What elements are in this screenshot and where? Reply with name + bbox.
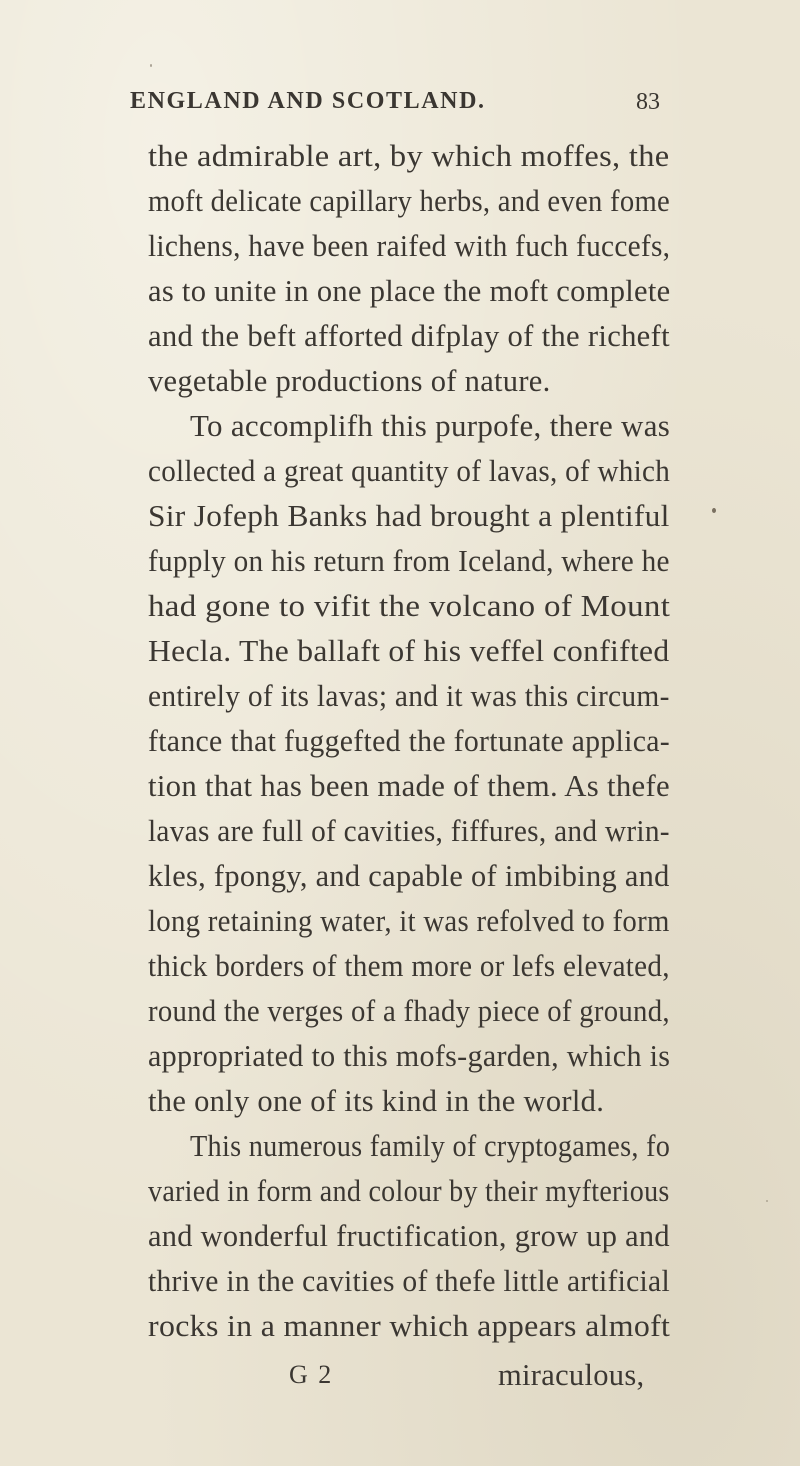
text-line: thrive in the cavities of thefe little artificial: [148, 1264, 670, 1298]
page-footer: [0, 1355, 800, 1395]
text-line: lavas are full of cavities, fiffures, and wrin-: [148, 814, 670, 848]
text-line: lichens, have been raifed with fuch fuccefs,: [148, 229, 671, 263]
paper-speck: [150, 64, 152, 67]
text-line: vegetable productions of nature.: [148, 364, 551, 398]
paper-speck: [766, 1200, 768, 1202]
text-line: and wonderful fructification, grow up and: [148, 1219, 670, 1253]
text-line: and the beft afforted difplay of the richeft: [148, 319, 670, 353]
running-head: ENGLAND AND SCOTLAND.: [130, 88, 486, 114]
text-line: collected a great quantity of lavas, of which: [148, 454, 671, 488]
text-line: the admirable art, by which moffes, the: [148, 139, 670, 173]
text-line: thick borders of them more or lefs elevated,: [148, 949, 670, 983]
text-line: the only one of its kind in the world.: [148, 1084, 605, 1118]
signature-mark: G 2: [289, 1360, 334, 1389]
text-line: ftance that fuggefted the fortunate applica-: [148, 724, 670, 758]
text-line: appropriated to this mofs-garden, which is: [148, 1039, 671, 1073]
text-line: To accomplifh this purpofe, there was: [190, 409, 671, 443]
text-line: had gone to vifit the volcano of Mount: [148, 589, 671, 623]
paper-speck: [712, 508, 716, 513]
text-line: rocks in a manner which appears almoft: [148, 1309, 671, 1343]
text-line: fupply on his return from Iceland, where he: [148, 544, 670, 578]
text-line: moft delicate capillary herbs, and even fome: [148, 184, 671, 218]
text-line: varied in form and colour by their myfterious: [148, 1174, 670, 1208]
text-line: Hecla. The ballaft of his veffel confifted: [148, 634, 670, 668]
text-line: round the verges of a fhady piece of ground,: [148, 994, 670, 1028]
text-line: kles, fpongy, and capable of imbibing and: [148, 859, 670, 893]
catchword: miraculous,: [498, 1358, 645, 1392]
text-line: as to unite in one place the moft complete: [148, 274, 671, 308]
text-line: This numerous family of cryptogames, fo: [190, 1129, 671, 1163]
text-line: entirely of its lavas; and it was this circum-: [148, 679, 670, 713]
page-header: [130, 88, 660, 128]
text-line: Sir Jofeph Banks had brought a plentiful: [148, 499, 670, 533]
text-line: long retaining water, it was refolved to form: [148, 904, 670, 938]
text-line: tion that has been made of them. As thefe: [148, 769, 670, 803]
page-number: 83: [636, 89, 660, 115]
